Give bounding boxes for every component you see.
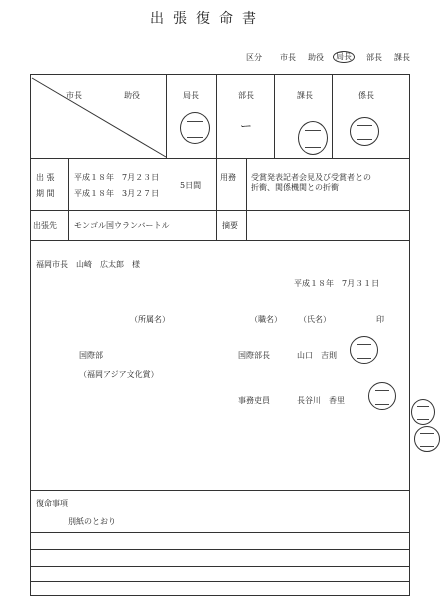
matters-label: 復命事項 — [36, 499, 68, 508]
header-seal: 印 — [376, 315, 384, 324]
department-name: 国際部 — [79, 351, 103, 360]
purpose-line-1: 受賞発表記者会見及び受賞者との — [251, 173, 371, 182]
approval-col-bucho: 部長 — [238, 91, 254, 100]
addressee: 福岡市長 山崎 広太郎 様 — [36, 260, 140, 269]
seal-icon — [414, 426, 440, 452]
approval-deputy-label: 助役 — [124, 91, 140, 100]
seal-icon — [180, 112, 210, 144]
trip-days: 5日間 — [180, 181, 202, 190]
approval-col-director: 局長 — [183, 91, 199, 100]
trip-label-1: 出 張 — [36, 173, 55, 182]
document-title: 出張復命書 — [150, 11, 265, 27]
category-label: 区分 — [246, 53, 262, 62]
report-date: 平成１８年 7月３１日 — [294, 279, 380, 288]
seal-icon — [350, 336, 378, 364]
name-1: 山口 吉則 — [297, 351, 337, 360]
header-department: （所属名） — [130, 315, 170, 324]
bucho-dash-mark: ー — [240, 119, 253, 133]
purpose-label: 用務 — [220, 173, 236, 182]
seal-icon — [411, 399, 435, 425]
trip-label-2: 期 間 — [36, 189, 55, 198]
approval-col-kacho: 課長 — [297, 91, 313, 100]
seal-icon — [350, 117, 379, 146]
header-position: （職名） — [250, 315, 282, 324]
trip-to-date: 平成１８年 3月２７日 — [74, 189, 160, 198]
category-item-bucho: 部長 — [366, 53, 382, 62]
purpose-line-2: 折衝、関係機関との折衝 — [251, 183, 339, 192]
header-name: （氏名） — [299, 315, 331, 324]
category-item-director-circled: 局長 — [333, 51, 355, 63]
category-item-kacho: 課長 — [394, 53, 410, 62]
diagonal-line — [30, 74, 167, 158]
approval-col-kakaricho: 係長 — [358, 91, 374, 100]
destination-value: モンゴル国ウランバートル — [74, 221, 170, 230]
category-item-deputy: 助役 — [308, 53, 324, 62]
matters-content: 別紙のとおり — [68, 517, 116, 526]
seal-icon — [298, 121, 328, 155]
destination-label: 出張先 — [33, 221, 57, 230]
department-sub: （福岡アジア文化賞） — [79, 370, 159, 379]
summary-label: 摘要 — [222, 221, 238, 230]
trip-from-date: 平成１８年 7月２３日 — [74, 173, 160, 182]
position-1: 国際部長 — [238, 351, 270, 360]
name-2: 長谷川 香里 — [297, 396, 345, 405]
approval-mayor-label: 市長 — [66, 91, 82, 100]
category-item-mayor: 市長 — [280, 53, 296, 62]
seal-icon — [368, 382, 396, 410]
position-2: 事務吏員 — [238, 396, 270, 405]
